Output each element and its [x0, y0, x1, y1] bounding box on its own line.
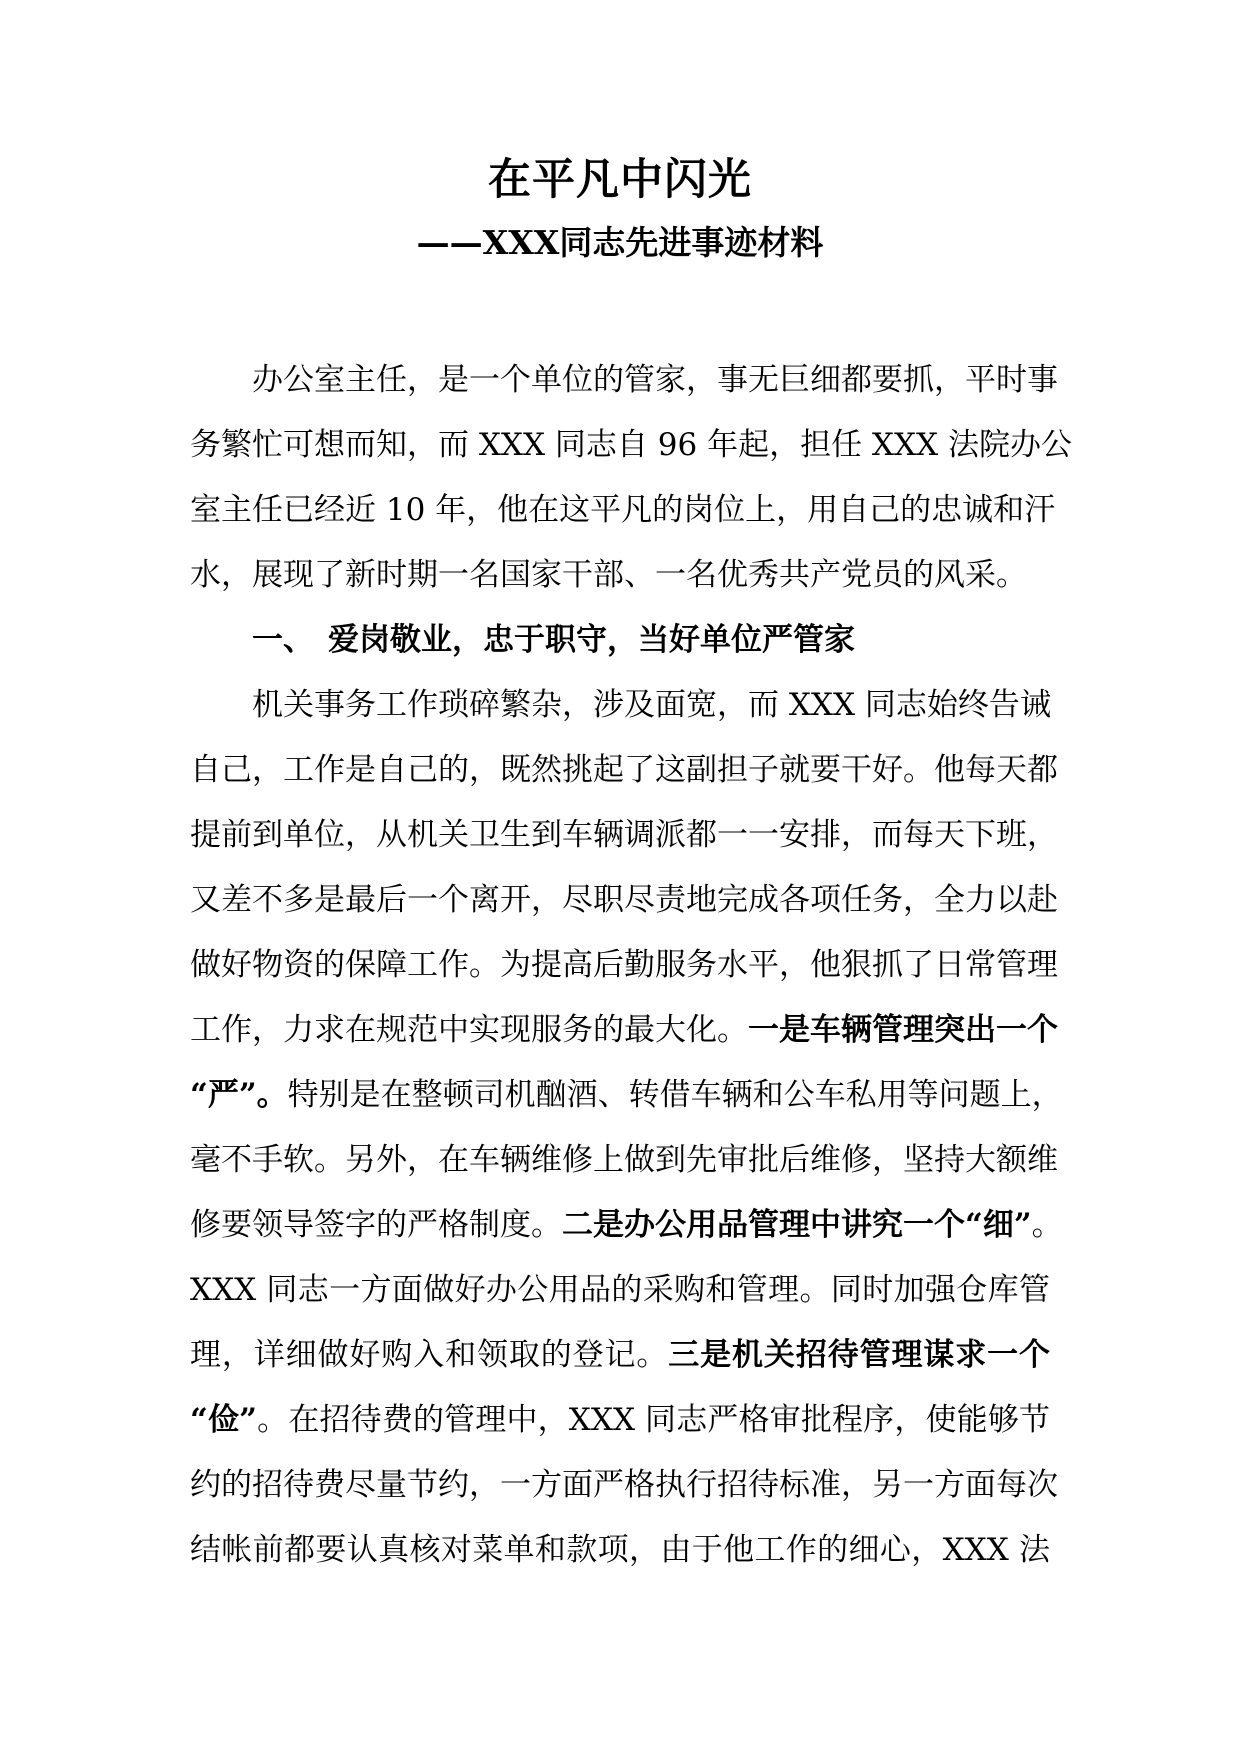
paragraph-line: 办公室主任，是一个单位的管家，事无巨细都要抓，平时事 — [252, 362, 1058, 398]
line-text: 。在招待费的管理中，XXX 同志严格审批程序，使能够节 — [257, 1402, 1050, 1438]
line-text: 修要领导签字的严格制度。 — [190, 1207, 562, 1243]
section-heading-text: 爱岗敬业，忠于职守，当好单位严管家 — [328, 622, 855, 658]
paragraph-line: 水，展现了新时期一名国家干部、一名优秀共产党员的风采。 — [190, 557, 1027, 593]
paragraph-line: 做好物资的保障工作。为提高后勤服务水平，他狠抓了日常管理 — [190, 947, 1058, 983]
line-text: 特别是在整顿司机酗酒、转借车辆和公车私用等问题上， — [287, 1077, 1063, 1113]
bold-phrase: “俭” — [190, 1402, 257, 1438]
paragraph-line — [190, 1388, 1050, 1453]
paragraph-line: 提前到单位，从机关卫生到车辆调派都一一安排，而每天下班， — [190, 817, 1058, 853]
paragraph-line: 毫不手软。另外，在车辆维修上做到先审批后维修，坚持大额维 — [190, 1142, 1058, 1178]
paragraph-line: 务繁忙可想而知，而 XXX 同志自 96 年起，担任 XXX 法院办公 — [190, 427, 1072, 463]
paragraph-line — [190, 1063, 1063, 1128]
paragraph-line: 室主任已经近 10 年，他在这平凡的岗位上，用自己的忠诚和汗 — [190, 492, 1056, 528]
line-text: 。 — [1031, 1207, 1063, 1243]
section-number: 一、 — [252, 622, 314, 658]
document-body — [190, 348, 1072, 1583]
line-text: 理，详细做好购入和领取的登记。 — [190, 1337, 669, 1373]
bold-phrase: 一是车辆管理突出一个 — [748, 1012, 1058, 1048]
bold-phrase: 三是机关招待管理谋求一个 — [668, 1337, 1051, 1373]
paragraph-line: XXX 同志一方面做好办公用品的采购和管理。同时加强仓库管 — [190, 1272, 1050, 1308]
paragraph-line — [190, 998, 1058, 1063]
bold-phrase: 二是办公用品管理中讲究一个“细” — [562, 1207, 1032, 1243]
paragraph-line: 结帐前都要认真核对菜单和款项，由于他工作的细心，XXX 法 — [190, 1532, 1050, 1568]
section-heading — [190, 608, 1050, 673]
paragraph-line: 又差不多是最后一个离开，尽职尽责地完成各项任务，全力以赴 — [190, 882, 1058, 918]
paragraph-line — [190, 1323, 1050, 1388]
line-text: 工作，力求在规范中实现服务的最大化。 — [190, 1012, 748, 1048]
paragraph-line: 机关事务工作琐碎繁杂，涉及面宽，而 XXX 同志始终告诫 — [252, 687, 1051, 723]
paragraph-line — [190, 1193, 1063, 1258]
document-subtitle: ——XXX同志先进事迹材料 — [416, 223, 824, 262]
bold-phrase: “严”。 — [190, 1077, 288, 1113]
document-title: 在平凡中闪光 — [488, 155, 752, 205]
paragraph-line: 约的招待费尽量节约，一方面严格执行招待标准，另一方面每次 — [190, 1467, 1058, 1503]
paragraph-line: 自己，工作是自己的，既然挑起了这副担子就要干好。他每天都 — [190, 752, 1058, 788]
